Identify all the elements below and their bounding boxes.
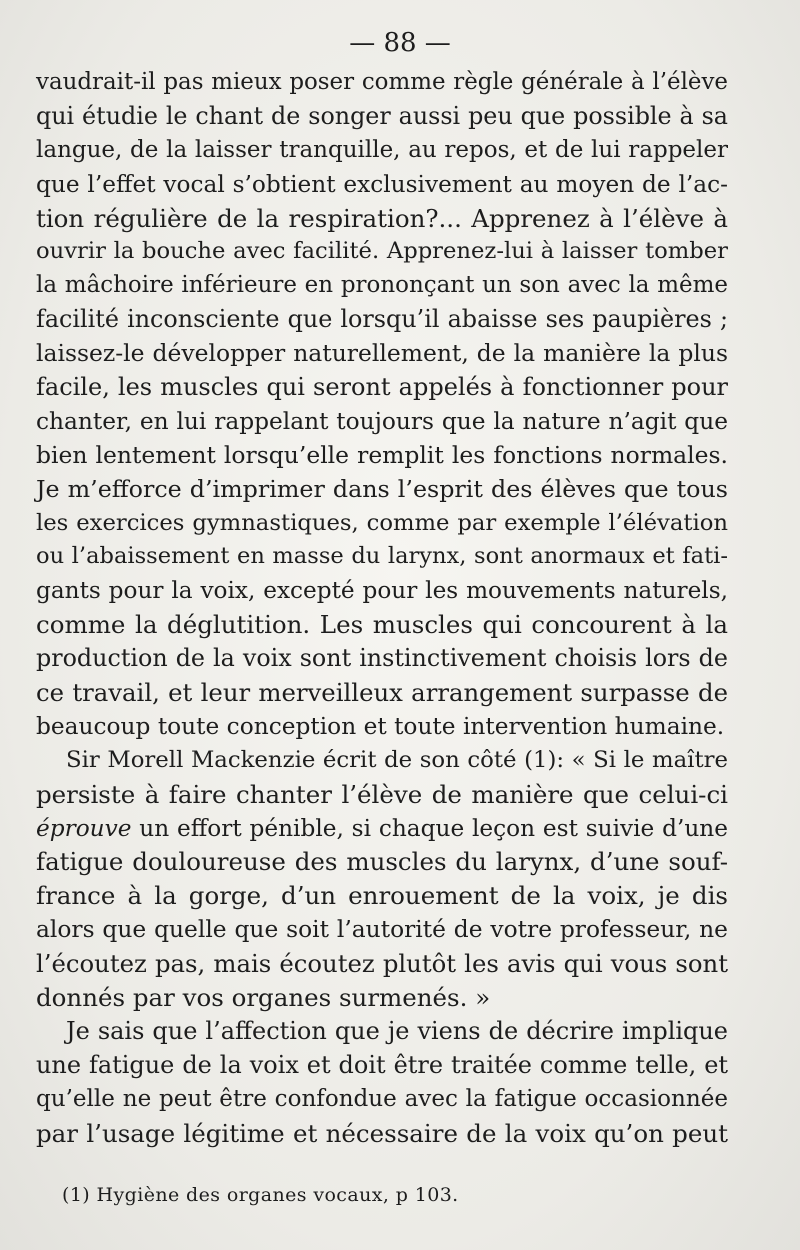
text-line: tion régulière de la respiration?... Apprenez à l’élève à [36,203,728,233]
footnote: (1) Hygiène des organes vocaux, p 103. [62,1184,459,1206]
text-line: gants pour la voix, excepté pour les mouvements naturels, [36,577,728,605]
text-line: vaudrait-il pas mieux poser comme règle générale à l’élève [36,69,728,95]
text-line: la mâchoire inférieure en prononçant un son avec la même [36,272,728,299]
line-rest: un effort pénible, si chaque leçon est suivie d’une [131,814,728,842]
text-line: laissez-le développer naturellement, de la manière la plus [36,339,728,368]
text-line [36,812,728,846]
text-line: ou l’abaissement en masse du larynx, sont anormaux et fati- [36,543,728,570]
text-line: par l’usage légitime et nécessaire de la voix qu’on peut [36,1118,728,1148]
italic-word: éprouve [36,814,132,842]
text-line: qu’elle ne peut être confondue avec la fatigue occasionnée [36,1085,728,1112]
body-text [36,66,728,1151]
text-line: langue, de la laisser tranquille, au repos, et de lui rappeler [36,136,728,163]
text-line: donnés par vos organes surmenés. » [36,983,491,1013]
text-line: une fatigue de la voix et doit être traitée comme telle, et [36,1050,728,1079]
text-line: ce travail, et leur merveilleux arrangement surpasse de [36,678,728,708]
text-line: qui étudie le chant de songer aussi peu que possible à sa [36,101,728,130]
text-line: que l’effet vocal s’obtient exclusivement au moyen de l’ac- [36,170,728,198]
text-line: Je sais que l’affection que je viens de décrire implique [66,1016,728,1045]
text-line: les exercices gymnastiques, comme par exemple l’élévation [36,509,728,536]
text-line: facilité inconsciente que lorsqu’il abaisse ses paupières ; [36,305,728,334]
text-line: persiste à faire chanter l’élève de manière que celui-ci [36,779,728,809]
page-number: — 88 — [349,28,451,58]
text-line: ouvrir la bouche avec facilité. Apprenez-lui à laisser tomber [36,238,728,265]
text-line: production de la voix sont instinctivement choisis lors de [36,644,728,673]
text-line: Je m’efforce d’imprimer dans l’esprit des élèves que tous [36,474,728,503]
text-line: france à la gorge, d’un enrouement de la voix, je dis [36,881,728,911]
text-line: facile, les muscles qui seront appelés à fonctionner pour [36,373,728,402]
text-line: l’écoutez pas, mais écoutez plutôt les avis qui vous sont [36,949,728,979]
text-line: alors que quelle que soit l’autorité de votre professeur, ne [36,915,728,944]
text-line: chanter, en lui rappelant toujours que la nature n’agit que [36,407,728,435]
text-line: comme la déglutition. Les muscles qui concourent à la [36,610,728,640]
text-line: bien lentement lorsqu’elle remplit les fonctions normales. [36,440,728,469]
text-line: beaucoup toute conception et toute intervention humaine. [36,712,725,740]
text-line: Sir Morell Mackenzie écrit de son côté (1): « Si le maître [66,746,728,773]
text-line: fatigue douloureuse des muscles du larynx, d’une souf- [36,847,728,877]
